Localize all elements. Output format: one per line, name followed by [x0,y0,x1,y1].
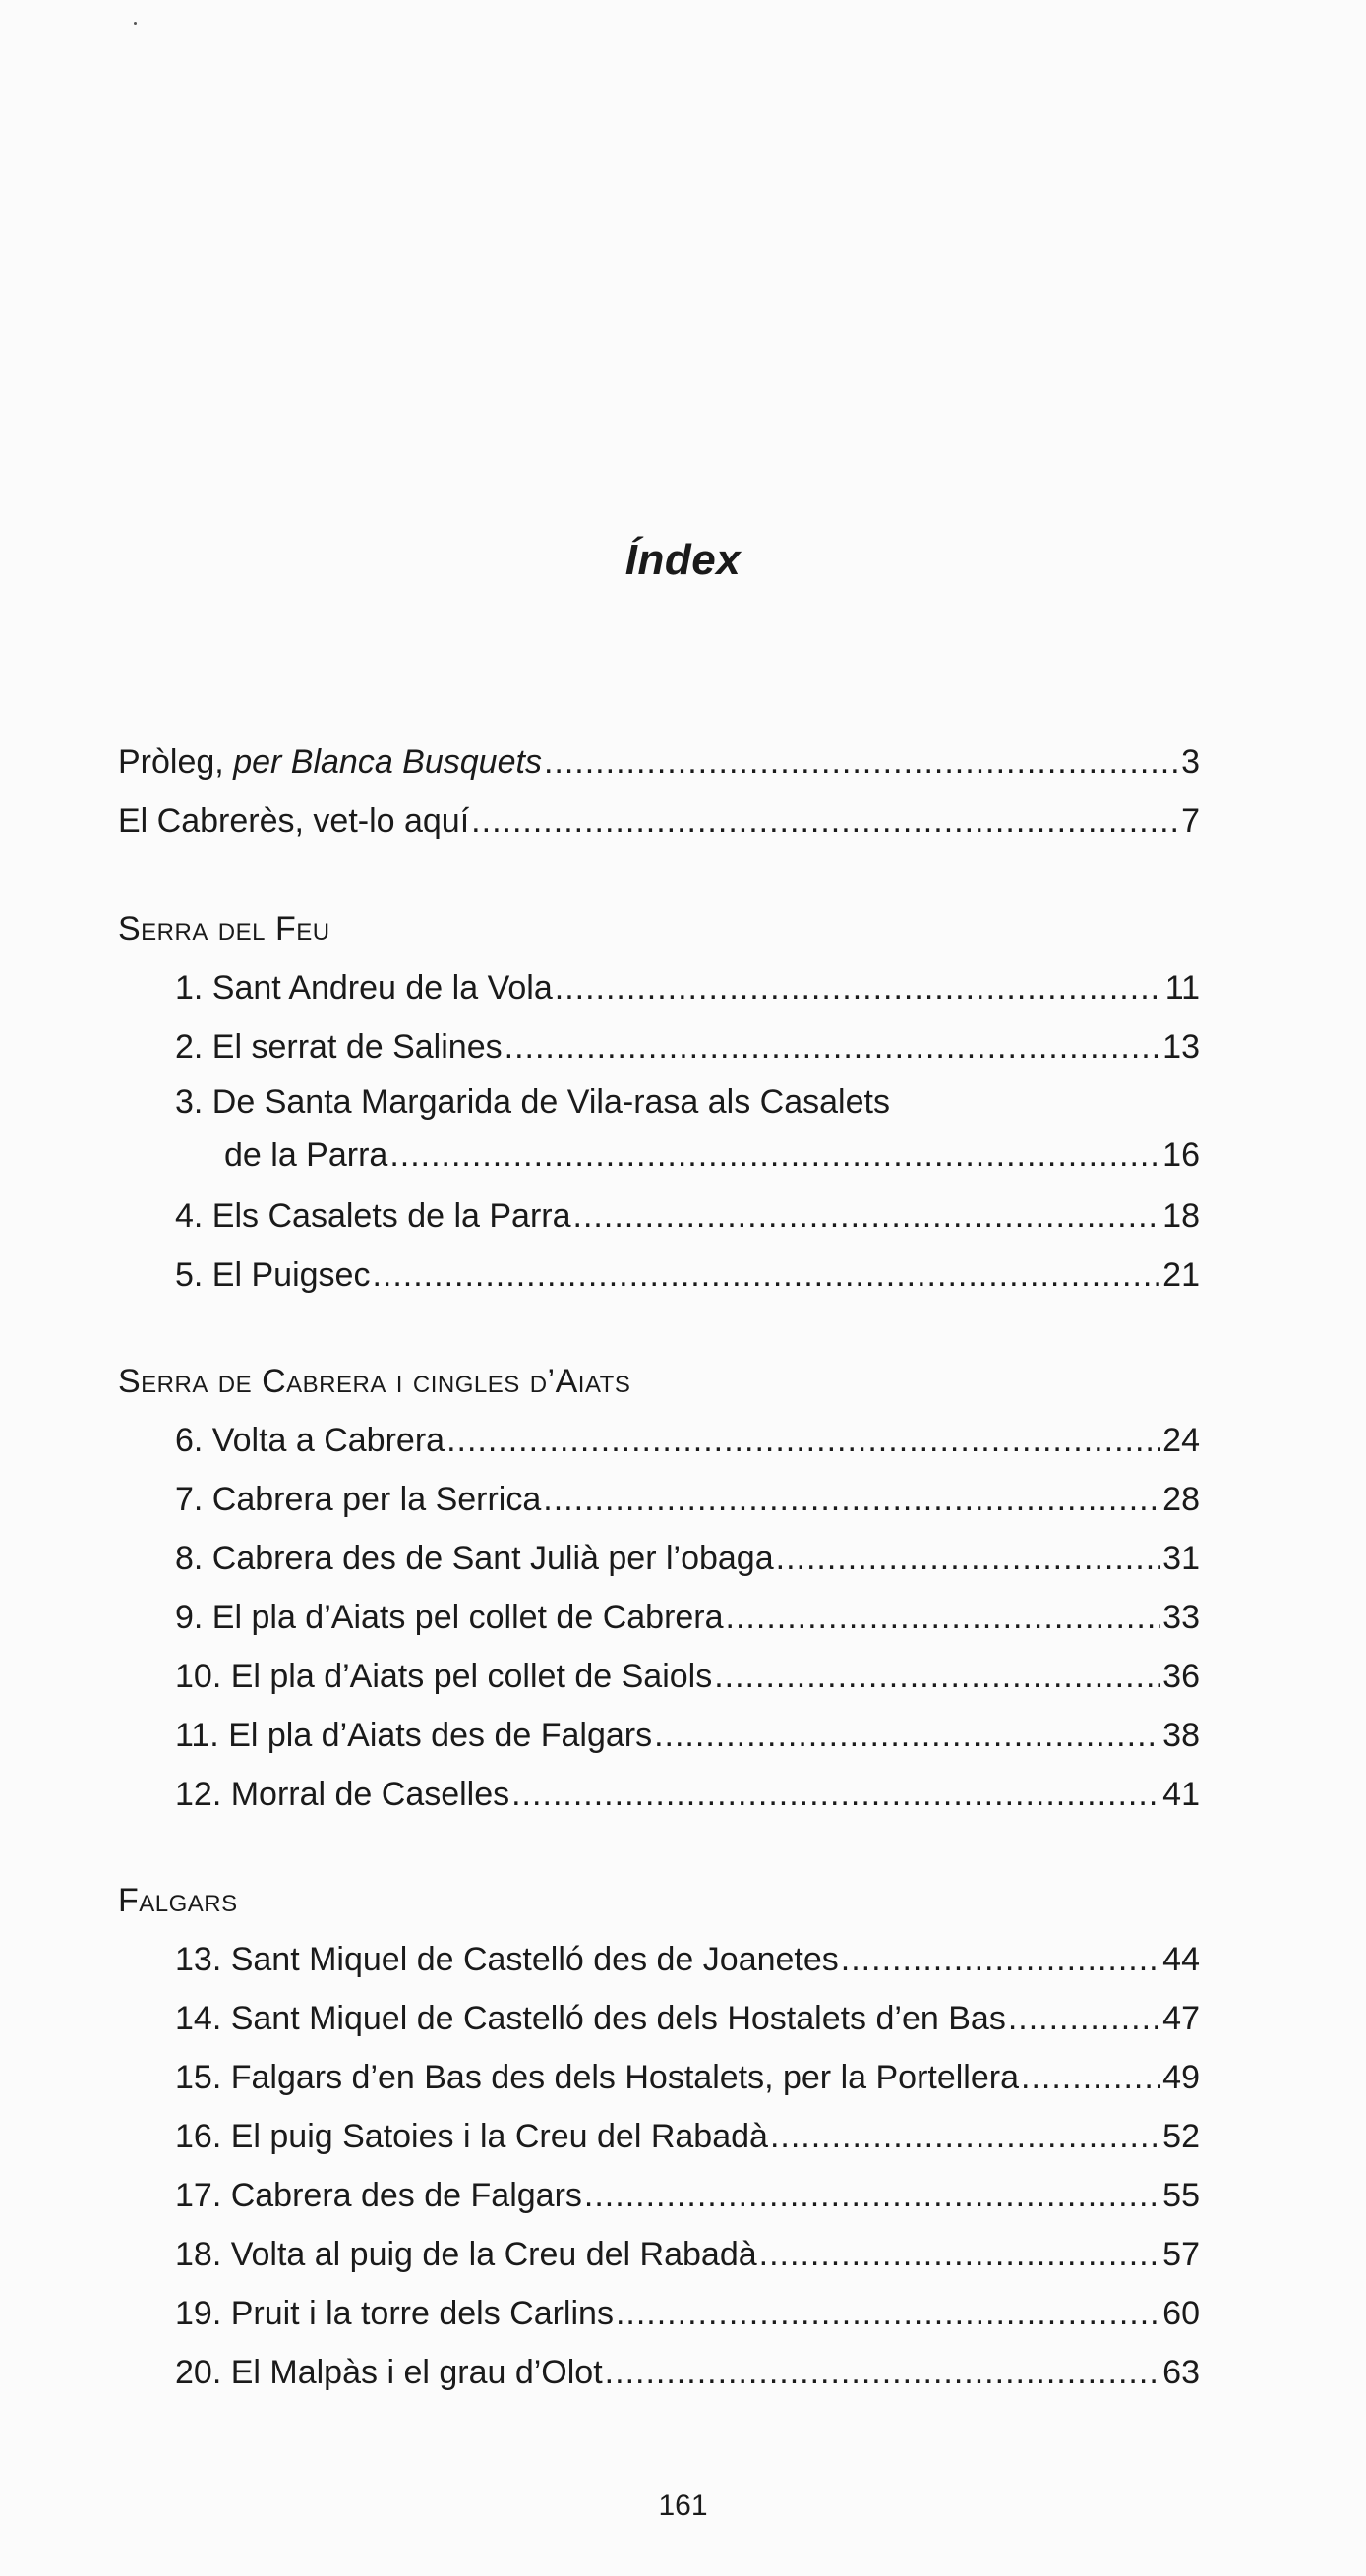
toc-entry-label: 19. Pruit i la torre dels Carlins [175,2295,614,2332]
leader-dots [726,1588,1161,1647]
toc-entry-page: 13 [1162,1028,1200,1066]
toc-entry[interactable] [118,2107,1200,2166]
leader-dots [584,2166,1160,2225]
toc-entry-label: 17. Cabrera des de Falgars [175,2177,582,2214]
toc-entry-page: 24 [1162,1422,1200,1459]
leader-dots [544,732,1179,791]
section-heading: Falgars [118,1882,238,1919]
toc-entry-page: 57 [1162,2236,1200,2273]
toc-entry-label: 11. El pla d’Aiats des de Falgars [175,1717,653,1754]
toc-entry-page: 18 [1162,1198,1200,1235]
toc-entry[interactable] [118,1411,1200,1470]
toc-entry-page: 52 [1162,2118,1200,2155]
leader-dots [654,1706,1160,1765]
toc-entry-page: 55 [1162,2177,1200,2214]
page-number: 161 [658,2489,708,2522]
toc-entry[interactable] [118,1989,1200,2048]
leader-dots [543,1470,1160,1529]
leader-dots [605,2343,1161,2402]
leader-dots [555,959,1163,1018]
toc-entry[interactable] [118,1470,1200,1529]
toc-entry[interactable] [118,959,1200,1018]
toc-entry-page: 63 [1162,2354,1200,2391]
toc-entry[interactable] [118,1647,1200,1706]
toc-entry[interactable] [118,1187,1200,1246]
toc-entry-label: de la Parra [224,1137,388,1174]
leader-dots [511,1765,1160,1824]
toc-entry-label: 6. Volta a Cabrera [175,1422,445,1459]
toc-entry-label: 9. El pla d’Aiats pel collet de Cabrera [175,1599,724,1636]
toc-entry-page: 36 [1162,1658,1200,1695]
toc-entry-page: 47 [1162,2000,1200,2037]
toc-entry-label-line1: 3. De Santa Margarida de Vila-rasa als Casalets [175,1083,890,1121]
toc-entry-author: per Blanca Busquets [233,743,542,781]
toc-entry[interactable] [118,1529,1200,1588]
toc-entry[interactable] [118,1588,1200,1647]
leader-dots [759,2225,1161,2284]
leader-dots [471,791,1179,850]
leader-dots [770,2107,1160,2166]
toc-entry[interactable] [118,1246,1200,1305]
leader-dots [714,1647,1160,1706]
toc-entry[interactable] [118,2166,1200,2225]
toc-entry[interactable] [118,2284,1200,2343]
toc-entry[interactable] [118,1077,1200,1187]
leader-dots [1008,1989,1160,2048]
leader-dots [573,1187,1161,1246]
toc-entry-page: 31 [1162,1540,1200,1577]
toc-entry-page: 11 [1164,969,1200,1007]
toc-entry-label: 10. El pla d’Aiats pel collet de Saiols [175,1658,713,1695]
toc-entry[interactable] [118,1930,1200,1989]
toc-entry[interactable] [118,1706,1200,1765]
toc-entry-label: 14. Sant Miquel de Castelló des dels Hostalets d’en Bas [175,2000,1006,2037]
toc-entry-page: 33 [1162,1599,1200,1636]
leader-dots [389,1128,1160,1183]
toc-entry-label: 2. El serrat de Salines [175,1028,503,1066]
toc-entry-page: 60 [1162,2295,1200,2332]
toc-entry-label: Pròleg, per Blanca Busquets [118,743,542,781]
toc-entry-page: 16 [1162,1137,1200,1174]
toc-entry-label: El Cabrerès, vet-lo aquí [118,802,470,840]
toc-entry-page: 28 [1162,1481,1200,1518]
toc-entry-label: 12. Morral de Caselles [175,1776,510,1813]
toc-entry-label: 5. El Puigsec [175,1257,371,1294]
toc-entry-label: 15. Falgars d’en Bas des dels Hostalets, per la Portellera [175,2059,1020,2096]
toc-entry-prolog[interactable] [118,732,1200,791]
toc-entry-label: 1. Sant Andreu de la Vola [175,969,553,1007]
toc-entry-page: 41 [1162,1776,1200,1813]
toc-entry-page: 38 [1162,1717,1200,1754]
leader-dots [372,1246,1160,1305]
toc-entry-label: 8. Cabrera des de Sant Julià per l’obaga [175,1540,774,1577]
page-title: Índex [624,536,742,584]
leader-dots [505,1018,1161,1077]
toc-entry-label: 7. Cabrera per la Serrica [175,1481,542,1518]
toc-entry-page: 3 [1181,743,1200,781]
toc-entry[interactable] [118,1765,1200,1824]
leader-dots [446,1411,1160,1470]
toc-entry-page: 21 [1162,1257,1200,1294]
toc-entry-page: 44 [1162,1941,1200,1978]
toc-entry-label: 16. El puig Satoies i la Creu del Rabadà [175,2118,768,2155]
toc-entry[interactable] [118,2048,1200,2107]
toc-entry-label: 4. Els Casalets de la Parra [175,1198,571,1235]
toc-entry-label: 18. Volta al puig de la Creu del Rabadà [175,2236,757,2273]
leader-dots [1021,2048,1160,2107]
toc-entry-page: 49 [1162,2059,1200,2096]
scan-speck [134,22,137,25]
toc-entry-label: 20. El Malpàs i el grau d’Olot [175,2354,603,2391]
toc-entry-cabreres[interactable] [118,791,1200,850]
section-heading: Serra del Feu [118,910,330,948]
toc-entry[interactable] [118,2225,1200,2284]
leader-dots [841,1930,1160,1989]
leader-dots [616,2284,1160,2343]
toc-entry-page: 7 [1181,802,1200,840]
toc-entry-label: 13. Sant Miquel de Castelló des de Joanetes [175,1941,839,1978]
leader-dots [776,1529,1161,1588]
table-of-contents [118,732,1200,2402]
section-heading: Serra de Cabrera i cingles d’Aiats [118,1363,631,1400]
toc-entry[interactable] [118,1018,1200,1077]
toc-entry[interactable] [118,2343,1200,2402]
